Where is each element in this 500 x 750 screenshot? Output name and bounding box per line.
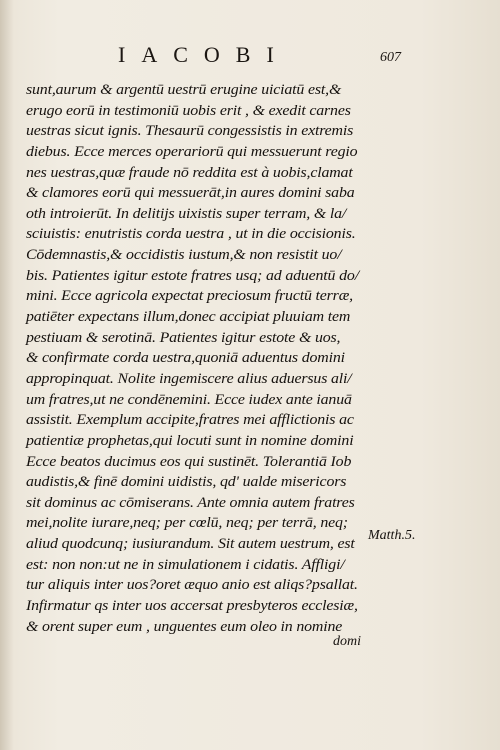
text-line: sciuistis: enutristis corda uestra , ut in die occisionis.: [26, 226, 356, 243]
text-line: mei,nolite iurare,neq; per cœlū, neq; per terrā, neq;: [26, 515, 348, 532]
marginal-note: Matth.5.: [368, 528, 416, 543]
text-line: patientiæ prophetas,qui locuti sunt in nomine domini: [26, 432, 354, 449]
text-line: tur aliquis inter uos?oret æquo anio est aliqs?psallat.: [26, 577, 358, 594]
text-line: uestras sicut ignis. Thesaurū congessistis in extremis: [26, 123, 354, 140]
text-line: nes uestras,quæ fraude nō reddita est à uobis,clamat: [26, 164, 353, 181]
text-line: erugo eorū in testimoniū uobis erit , & exedit carnes: [26, 102, 351, 119]
text-line: um fratres,ut ne condēnemini. Ecce iudex ante ianuā: [26, 391, 352, 408]
text-line: & orent super eum , unguentes eum oleo in nomine: [26, 618, 343, 635]
running-title: IACOBI: [118, 42, 290, 67]
page-number: 607: [380, 50, 401, 65]
text-line: mini. Ecce agricola expectat preciosum fructū terræ,: [26, 288, 353, 305]
text-line: sunt,aurum & argentū uestrū erugine uiciatū est,&: [26, 82, 342, 98]
text-line: Ecce beatos ducimus eos qui sustinēt. Tolerantiā Iob: [26, 453, 352, 470]
text-line: oth introierūt. In delitijs uixistis super terram, & la/: [26, 205, 347, 222]
text-line: Cōdemnastis,& occidistis iustum,& non resistit uo/: [26, 247, 342, 264]
text-line: bis. Patientes igitur estote fratres usq; ad aduentū do/: [26, 267, 359, 284]
text-line: audistis,& finē domini uidistis, qd' ualde misericors: [26, 474, 347, 491]
catchword: domi: [333, 634, 361, 649]
text-line: Infirmatur qs inter uos accersat presbyteros ecclesiæ,: [26, 598, 358, 615]
text-line: assistit. Exemplum accipite,fratres mei afflictionis ac: [26, 412, 354, 429]
text-line: est: non non:ut ne in simulationem i cidatis. Affligi/: [26, 556, 345, 573]
page-header: [0, 42, 500, 72]
text-line: appropinquat. Nolite ingemiscere alius aduersus ali/: [26, 370, 352, 387]
text-line: aliud quodcunq; iusiurandum. Sit autem uestrum, est: [26, 536, 355, 553]
text-line: pestiuam & serotinā. Patientes igitur estote & uos,: [26, 329, 341, 346]
text-line: diebus. Ecce merces operariorū qui messuerunt regio: [26, 143, 358, 160]
text-line: patiēter expectans illum,donec accipiat pluuiam tem: [26, 309, 351, 326]
text-line: & confirmate corda uestra,quoniā aduentus domini: [26, 350, 345, 367]
text-line: sit dominus ac cōmiserans. Ante omnia autem fratres: [26, 494, 355, 511]
body-text: [26, 80, 378, 637]
text-line: & clamores eorū qui messuerāt,in aures domini saba: [26, 185, 355, 202]
